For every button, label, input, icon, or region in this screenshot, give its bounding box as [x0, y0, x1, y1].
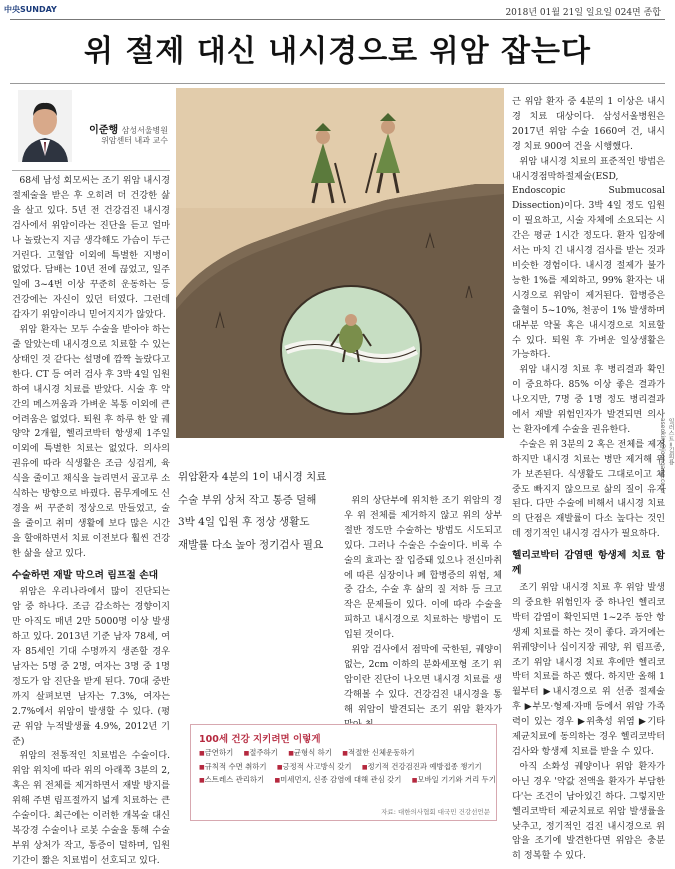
tip-item: ■ 적절한 신체운동하기 [342, 747, 414, 761]
tips-title: 100세 건강 지키려면 이렇게 [199, 734, 321, 745]
paragraph: 위암 환자는 모두 수술을 받아야 하는 줄 알았는데 내시경으로 치료할 수 있는 상태인 것 같다는 설명에 깜짝 놀랐다고 한다. CT 등 여러 검사 후 3박 4일 입원하여 내시경 치료를 받았다. 시술 후 약간의 메스꺼움과 가벼운 복통 이외에 큰 어려움은 없었다. 퇴원 후 하루 한 알 궤양약 2개월, 헬리코박터 항생제 1주일 이외에 특별한 치료는 없었다. 의사의 권유에 따라 식생활은 조금 싱겁게, 육식을 줄이고 채식을 늘리면서 골고루 소식하는 방향으로 바꿨다. 몸무게에도 신경을 써 꾸준히 정상으로 만들었고, 술을 줄이고 취미 생활에 보다 많은 시간을 할애하면서 치료 이전보다 훨씬 건강한 삶을 살고 있다. [12, 324, 170, 559]
tip-item: ■ 금연하기 [199, 747, 233, 761]
tips-source: 자료: 대한의사협회 대국민 건강선언문 [381, 808, 490, 816]
paragraph: 조기 위암 내시경 치료 후 위암 발생의 중요한 위험인자 중 하나인 헬리코박터 감염이 확인되면 1~2주 동안 항생제 치료를 하는 것이 좋다. 과거에는 위궤양이나 십이지장 궤양, 위 림프종, 조기 위암 내시경 치료 후에만 헬리코박터 치료를 하곤 했다. 하지만 올해 1월부터 ▶내시경으로 위 선종 절제술 후 ▶부모·형제·자매 등에서 위암 가족력이 있는 경우 ▶위축성 위염 ▶기타 제균치료에 동의하는 경우 헬리코박터 검사와 항생제 치료를 받을 수 있다. [512, 582, 665, 757]
author-photo [18, 90, 72, 162]
paragraph: 위암의 전통적인 치료법은 수술이다. 위암 위치에 따라 위의 아래쪽 3분의 2, 혹은 위 전체를 제거하면서 재발 방지를 위해 주변 림프절까지 넓게 치료하는 큰 수술이다. 최근에는 이러한 개복술 대신 복강경 수술이나 로봇 수술을 통해 수술 부위 상처가 작고, 통증이 덜하며, 입원 기간이 짧은 치료법이 선호되고 있다. [12, 750, 170, 866]
author-name: 이준행 삼성서울병원 [89, 125, 168, 136]
article-column-1 [12, 174, 170, 866]
pull-quote [178, 466, 336, 556]
pull-quote-line: 위암환자 4분의 1이 내시경 치료 [178, 471, 327, 483]
subheading: 수술하면 재발 막으려 림프절 손대 [12, 569, 159, 581]
header-rule [10, 19, 665, 20]
health-tips-box [190, 724, 497, 821]
paragraph: 68세 남성 회모씨는 조기 위암 내시경절제술을 받은 후 오히려 더 건강한 삶을 살고 있다. 5년 전 건강검진 내시경 검사에서 위암이라는 진단을 듣고 얼마나 놀랐는지 지금 생각해도 가슴이 두근거린다. 고혈압 이외에 특별한 지병이 없었다. 담배는 10년 전에 끊었고, 일주일에 3~4번 이상 꾸준히 운동하는 등 건강에는 자신이 있던 터였다. 그런데 갑자기 위암이라니 믿어지지가 않았다. [12, 175, 170, 321]
paragraph: 근 위암 환자 중 4분의 1 이상은 내시경 치료 대상이다. 삼성서울병원은 2017년 위암 수술 1660여 건, 내시경 치료 900여 건을 시행했다. [512, 96, 665, 152]
issue-meta: 2018년 01월 21일 일요일 024면 종합 [505, 8, 661, 18]
paragraph: 아직 소화성 궤양이나 위암 환자가 아닌 경우 '약값 전액을 환자가 부담한다'는 조건이 남아있긴 하다. 그렇지만 헬리코박터 제균치료로 위암 발생률을 낮추고, 정기적인 검진 내시경으로 위암을 조기에 발견한다면 위암은 충분히 정복할 수 있다. [512, 760, 665, 862]
pull-quote-line: 수술 부위 상처 작고 통증 덜해 [178, 493, 317, 506]
illustration-credit: 일러스트=김회룡 aseokim@joongang.co.kr [659, 418, 674, 494]
article-column-2 [344, 494, 502, 720]
tips-row [199, 747, 494, 761]
article-column-3 [512, 95, 665, 862]
author-affiliation-2: 위암센터 내과 교수 [101, 136, 168, 145]
author-block [12, 88, 170, 166]
pull-quote-line: 3박 4일 입원 후 정상 생활도 [178, 516, 310, 528]
paragraph: 위의 상단부에 위치한 조기 위암의 경우 위 전체를 제거하지 않고 위의 상부 절반 정도만 수술하는 방법도 시도되고 있다. 그러나 수술은 수술이다. 비록 수술의 효과는 잘 입증돼 있으나 전신마취에 따른 심장이나 폐 합병증의 위험, 체중 감소, 수술 후 삶의 질 저하 등 크고 작은 문제들이 있다. 이에 따라 수술을 피하고 내시경으로 치료하는 방법이 도입된 것이다. [344, 495, 502, 641]
pull-quote-line: 재발률 다소 높아 정기검사 필요 [178, 538, 324, 551]
paragraph: 수술은 위 3분의 2 혹은 전체를 제거하지만 내시경 치료는 병만 제거해 위가 보존된다. 식생활도 그대로이고 체중도 빠지지 않으므로 삶의 질이 유지된다. 다만 수술에 비해서 내시경 치료의 단점은 재발률이 다소 높다는 것인데 정기적인 내시경 검사가 필요하다. [512, 438, 665, 540]
tip-item: ■ 모바일 기기와 거리 두기 [412, 774, 496, 788]
tip-item: ■ 절주하기 [244, 747, 278, 761]
tip-item: ■ 긍정적 사고방식 갖기 [277, 761, 352, 775]
paragraph: 위암은 우리나라에서 많이 진단되는 암 중 하나다. 조금 감소하는 경향이지만 아직도 매년 2만 5000명 이상 발생하고 있다. 2013년 기준 남자 78세, 여자 85세인 기대 수명까지 생존할 경우 남자는 5명 중 2명, 여자는 3명 중 1명 정도가 암 진단을 받게 된다. 70대 중반까지 살펴보면 남자는 7.3%, 여자는 2.7%에서 위암이 발생할 수 있다. (평균 위암 누적발생률 4.9%, 2012년 기준) [12, 586, 170, 747]
mountain-climbers-illustration [176, 88, 504, 438]
paragraph: 위암 내시경 치료 후 병리결과 확인이 중요하다. 85% 이상 좋은 결과가 나오지만, 7명 중 1명 정도 병리결과에서 재발 위험인자가 발견되면 의사는 환자에게 수술을 권유한다. [512, 364, 665, 435]
newspaper-logo: 中央SUNDAY [4, 5, 57, 14]
paragraph: 위암 검사에서 점막에 국한된, 궤양이 없는, 2cm 이하의 분화세포형 조기 위암이란 진단이 나오면 내시경 치료를 생각해볼 수 있다. 건강검진 내시경을 통해 위암이 발견되는 조기 위암 환자가 [344, 644, 502, 715]
author-affiliation-1: 삼성서울병원 [121, 126, 168, 135]
subheading: 헬리코박터 감염땐 항생제 치료 함께 [512, 550, 665, 577]
tips-list [199, 747, 494, 788]
paragraph: 위암 내시경 치료의 표준적인 방법은 내시경점막하절제술(ESD, Endoscopic Submucosal Dissection)이다. 3박 4일 정도 입원이 필요하고, 시술 자체에 소요되는 시간은 평균 1시간 정도다. 환자 입장에서는 마치 긴 내시경 검사를 받는 것과 비슷한 경험이다. 내시경 절제가 불가능한 1%를 제외하고, 99% 환자는 내시경으로 위암이 제거된다. 합병증은 출혈이 5~10%, 천공이 1% 발생하며 대부분 약물 혹은 내시경으로 치료할 수 있다. 퇴원 후 가벼운 일상생활은 가능하다. [512, 155, 665, 361]
headline-rule [10, 83, 665, 84]
tip-item: ■ 규칙적 수면 취하기 [199, 761, 267, 775]
headline: 위 절제 대신 내시경으로 위암 잡는다 [84, 34, 591, 69]
tips-row [199, 774, 494, 788]
tip-item: ■ 균형식 하기 [288, 747, 332, 761]
tips-row [199, 761, 494, 775]
tip-item: ■ 스트레스 관리하기 [199, 774, 264, 788]
author-rule [12, 170, 170, 171]
tip-item: ■ 미세먼지, 신종 감염에 대해 관심 갖기 [275, 774, 402, 788]
tip-item: ■ 정기적 건강검진과 예방접종 챙기기 [362, 761, 482, 775]
